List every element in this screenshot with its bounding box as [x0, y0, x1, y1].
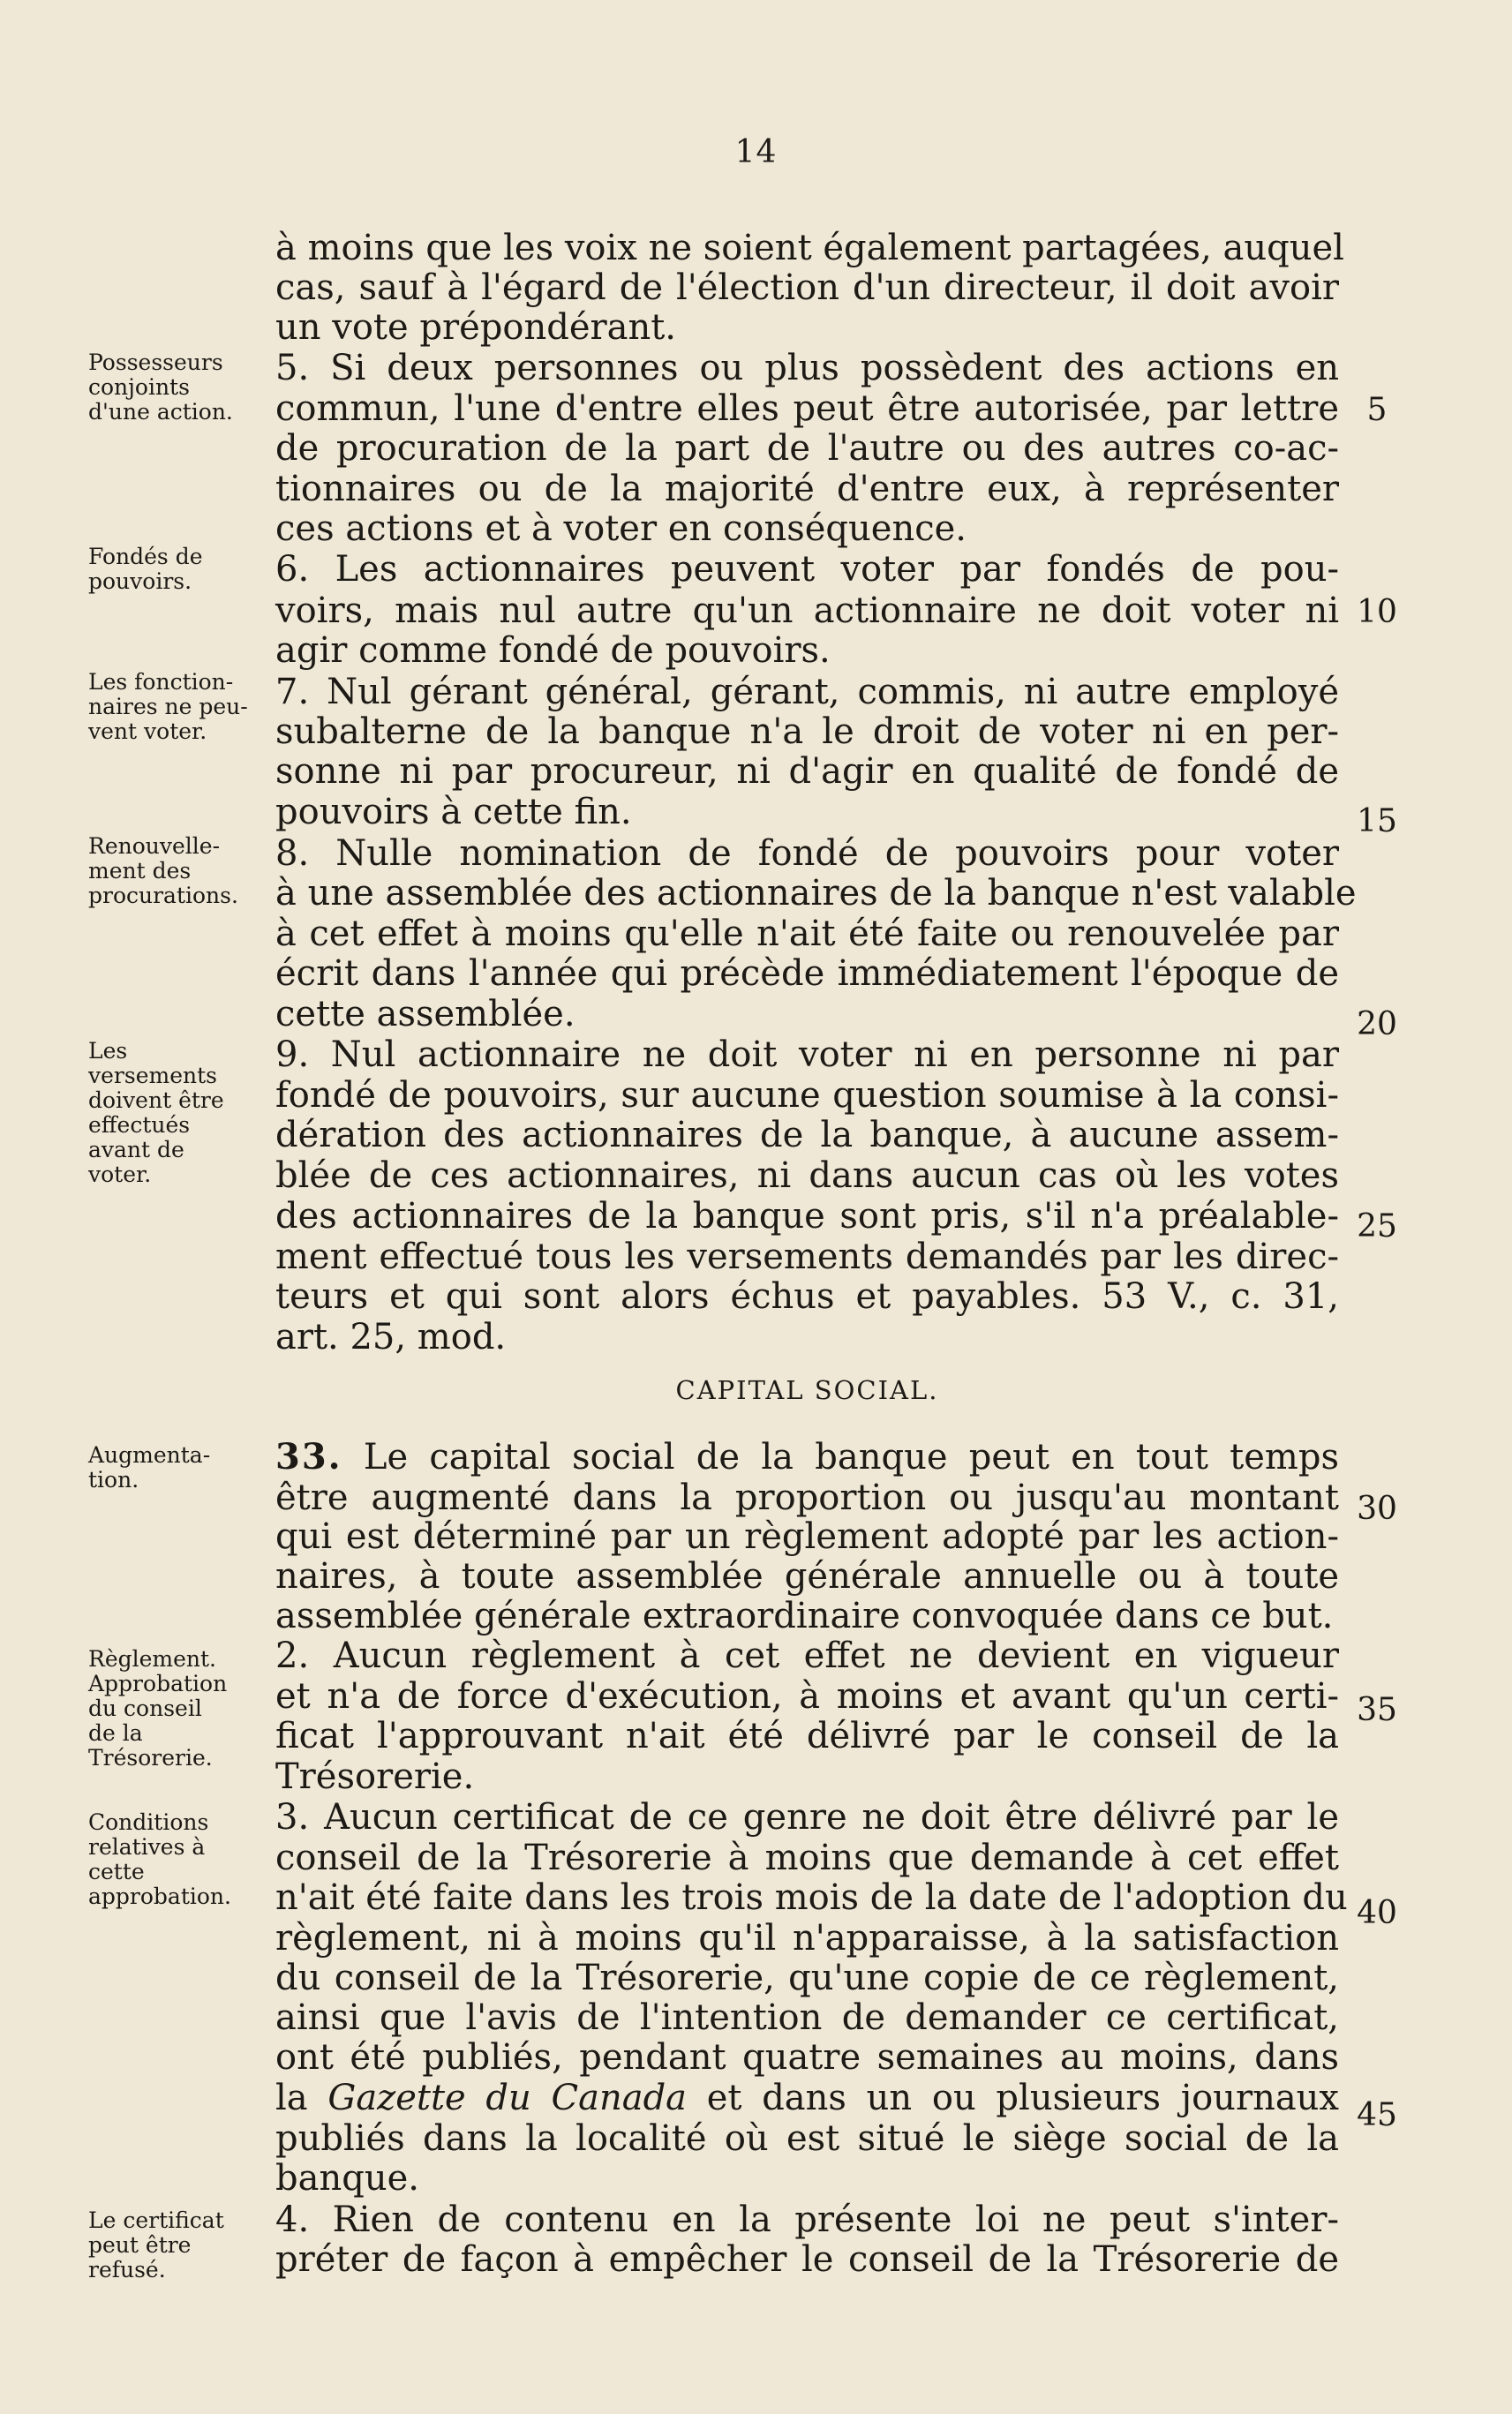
margin-note-line: approbation. — [88, 1884, 231, 1909]
text-line: écrit dans l'année qui précède immédiatement l'époque de — [275, 953, 1339, 994]
margin-note-line: Renouvelle- — [88, 833, 221, 859]
page-number: 14 — [734, 134, 778, 170]
margin-note-line: Possesseurs — [88, 350, 223, 375]
line-number: 20 — [1357, 1006, 1397, 1042]
text-line: 7. Nul gérant général, gérant, commis, ni autre employé — [275, 672, 1339, 712]
text-line: préter de façon à empêcher le conseil de la Trésorerie de — [275, 2239, 1339, 2280]
margin-note-line: refusé. — [88, 2257, 166, 2282]
text-line: blée de ces actionnaires, ni dans aucun cas où les votes — [275, 1155, 1339, 1196]
text-line: conseil de la Trésorerie à moins que demande à cet effet — [275, 1838, 1339, 1878]
section-number: 33. — [275, 1436, 342, 1478]
text-line: ces actions et à voter en conséquence. — [275, 508, 967, 549]
margin-note-line: Conditions — [88, 1809, 209, 1835]
margin-note-line: Fondés de — [88, 544, 203, 569]
margin-note — [88, 834, 260, 908]
text-line: ainsi que l'avis de l'intention de demander ce certificat, — [275, 1997, 1339, 2038]
margin-note — [88, 1810, 260, 1909]
margin-note-line: conjoints — [88, 374, 190, 400]
margin-note-line: Augmenta- — [88, 1442, 211, 1468]
text-line: teurs et qui sont alors échus et payables. 53 V., c. 31, — [275, 1276, 1339, 1317]
margin-note-line: ment des — [88, 858, 192, 884]
text-line: 8. Nulle nomination de fondé de pouvoirs pour voter — [275, 833, 1339, 874]
margin-note — [88, 1039, 260, 1187]
margin-note-line: tion. — [88, 1467, 139, 1493]
text-line: 2. Aucun règlement à cet effet ne devient en vigueur — [275, 1636, 1339, 1676]
margin-note — [88, 350, 260, 425]
text-line: voirs, mais nul autre qu'un actionnaire ne doit voter ni — [275, 590, 1339, 631]
text-line: du conseil de la Trésorerie, qu'une copie de ce règlement, — [275, 1958, 1339, 1998]
text-line: assemblée générale extraordinaire convoquée dans ce but. — [275, 1596, 1334, 1636]
margin-note — [88, 1443, 260, 1493]
text-line: et n'a de force d'exécution, à moins et avant qu'un certi- — [275, 1676, 1339, 1717]
text-line: cette assemblée. — [275, 994, 575, 1034]
text-line: sonne ni par procureur, ni d'agir en qualité de fondé de — [275, 751, 1339, 792]
margin-note-line: voter. — [88, 1162, 152, 1187]
text-line: naires, à toute assemblée générale annuelle ou à toute — [275, 1556, 1339, 1597]
text-line: agir comme fondé de pouvoirs. — [275, 630, 831, 671]
text-line: dération des actionnaires de la banque, à aucune assem- — [275, 1115, 1339, 1155]
text-line: à une assemblée des actionnaires de la banque n'est valable — [275, 873, 1357, 914]
text-line: à moins que les voix ne soient également partagées, auquel — [275, 228, 1344, 268]
margin-note-line: pouvoirs. — [88, 568, 192, 594]
text-line: commun, l'une d'entre elles peut être autorisée, par lettre — [275, 388, 1339, 429]
text-line: ficat l'approuvant n'ait été délivré par le conseil de la — [275, 1716, 1339, 1756]
margin-note-line: avant de — [88, 1137, 184, 1162]
text-line: 6. Les actionnaires peuvent voter par fondés de pou- — [275, 549, 1339, 590]
line-number: 30 — [1357, 1491, 1397, 1527]
text-line: banque. — [275, 2158, 419, 2199]
margin-note-line: Les — [88, 1038, 128, 1064]
text-line: subalterne de la banque n'a le droit de voter ni en per- — [275, 711, 1339, 752]
margin-note-line: Trésorerie. — [88, 1745, 213, 1771]
text-line: ont été publiés, pendant quatre semaines au moins, dans — [275, 2037, 1339, 2078]
margin-note-line: Le certificat — [88, 2207, 224, 2233]
text-line: pouvoirs à cette fin. — [275, 792, 632, 832]
text-line: 9. Nul actionnaire ne doit voter ni en personne ni par — [275, 1034, 1339, 1075]
margin-note-line: effectués — [88, 1112, 191, 1138]
margin-note-line: naires ne peu- — [88, 694, 248, 719]
text-line: à cet effet à moins qu'elle n'ait été faite ou renouvelée par — [275, 914, 1339, 954]
margin-note-line: relatives à — [88, 1834, 206, 1860]
line-number: 45 — [1357, 2097, 1397, 2133]
text-line: règlement, ni à moins qu'il n'apparaisse, à la satisfaction — [275, 1918, 1339, 1959]
line-number: 15 — [1357, 803, 1397, 839]
margin-note-line: versements — [88, 1063, 217, 1088]
line-number: 10 — [1357, 594, 1397, 630]
text-line: être augmenté dans la proportion ou jusqu'au montant — [275, 1478, 1339, 1518]
text-line: art. 25, mod. — [275, 1317, 507, 1357]
text-line: un vote prépondérant. — [275, 307, 677, 348]
text-line: 3. Aucun certificat de ce genre ne doit être délivré par le — [275, 1797, 1339, 1838]
text-line: publiés dans la localité où est situé le siège social de la — [275, 2118, 1339, 2159]
text-line: tionnaires ou de la majorité d'entre eux, à représenter — [275, 469, 1339, 509]
line-number: 35 — [1357, 1692, 1397, 1728]
margin-note — [88, 2208, 260, 2282]
margin-note-line: doivent être — [88, 1087, 224, 1113]
line-number: 5 — [1366, 392, 1388, 428]
margin-note — [88, 670, 260, 744]
section-heading: CAPITAL SOCIAL. — [675, 1375, 939, 1405]
line-number: 25 — [1357, 1208, 1397, 1245]
margin-note — [88, 1647, 260, 1771]
margin-note-line: peut être — [88, 2232, 192, 2258]
italic-title: Gazette du Canada — [327, 2078, 688, 2118]
text-line: n'ait été faite dans les trois mois de la date de l'adoption du — [275, 1877, 1348, 1918]
text-line: des actionnaires de la banque sont pris, s'il n'a préalable- — [275, 1196, 1339, 1237]
text-line: de procuration de la part de l'autre ou des autres co-ac- — [275, 428, 1339, 469]
margin-note-line: cette — [88, 1859, 145, 1884]
text-line: Trésorerie. — [275, 1756, 475, 1797]
margin-note — [88, 545, 260, 594]
text-line: ment effectué tous les versements demandés par les direc- — [275, 1237, 1339, 1277]
text-line: 4. Rien de contenu en la présente loi ne peut s'inter- — [275, 2200, 1339, 2240]
margin-note-line: Approbation — [88, 1671, 228, 1696]
text-line: la Gazette du Canada et dans un ou plusieurs journaux — [275, 2078, 1339, 2118]
text-line: 33. Le capital social de la banque peut en tout temps — [275, 1436, 1339, 1478]
margin-note-line: du conseil — [88, 1696, 202, 1721]
margin-note-line: vent voter. — [88, 718, 207, 744]
margin-note-line: Règlement. — [88, 1646, 217, 1672]
text-line: cas, sauf à l'égard de l'élection d'un directeur, il doit avoir — [275, 267, 1339, 308]
text-line: qui est déterminé par un règlement adopté par les action- — [275, 1516, 1339, 1557]
margin-note-line: de la — [88, 1720, 143, 1746]
margin-note-line: procurations. — [88, 883, 238, 908]
line-number: 40 — [1357, 1895, 1397, 1931]
text-line: fondé de pouvoirs, sur aucune question soumise à la consi- — [275, 1075, 1339, 1116]
text-line: 5. Si deux personnes ou plus possèdent des actions en — [275, 348, 1339, 388]
margin-note-line: d'une action. — [88, 399, 233, 425]
margin-note-line: Les fonction- — [88, 669, 234, 695]
